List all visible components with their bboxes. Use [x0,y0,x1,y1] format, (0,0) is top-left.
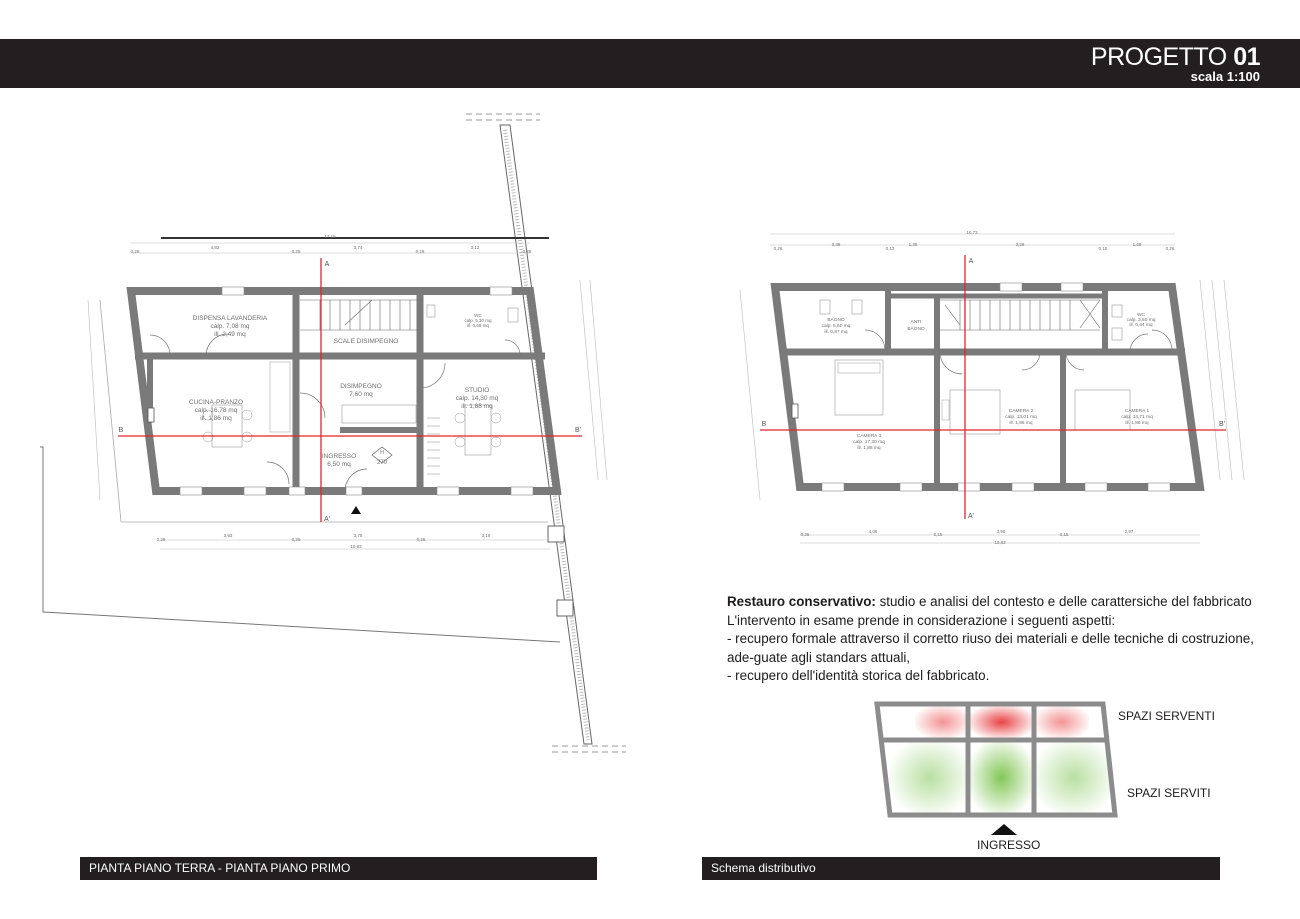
ff-dim-bottom-5: 0,15 [1059,532,1069,537]
gf-dim-total-bottom: 10,83 [350,544,362,549]
ff-dim-top-2: 3,39 [831,242,841,247]
gf-room-7-l1: calp. 5,30 mq [464,318,492,323]
schema-serviti-cell-2 [969,740,1034,815]
gf-dim-top-1: 0,26 [130,249,140,254]
ff-room-3-l1: calp. 3,50 mq [1126,318,1156,323]
ff-dim-bottom-3: 0,15 [933,532,943,537]
ff-room-6-l2: ill. 1,86 mq [1125,421,1149,426]
gf-room-6-l1: calp. 14,30 mq [455,395,499,402]
project-description [727,593,1257,686]
gf-room-4-name: DISIMPEGNO [340,383,382,390]
ff-room-6-name: CAMERA 1 [1124,409,1150,414]
gf-section-b-prime: B' [574,427,582,434]
desc-heading: Restauro conservativo: [727,594,876,609]
ff-dim-total-bottom: 10,83 [994,540,1006,545]
gf-section-a: A [324,261,330,268]
gf-h-mark: H [380,450,384,456]
schema-serventi-cell-2 [969,705,1034,739]
gf-dim-top-6: 3,12 [470,245,480,250]
ff-dim-top-3: 1,35 [908,242,918,247]
ff-room-2-l1: BAGNO [907,327,925,332]
gf-h-value: 270 [376,460,388,466]
gf-dim-bottom-6: 3,16 [481,533,491,538]
schema-label-ingresso: INGRESSO [977,838,1041,852]
ff-dim-top-4: 0,13 [885,246,895,251]
ff-room-4-l2: ill. 1,88 mq [857,446,881,451]
gf-room-2-l2: ill. 1,86 mq [200,415,232,422]
caption-plans: PIANTA PIANO TERRA - PIANTA PIANO PRIMO [80,857,597,880]
ff-room-1-l2: ill. 0,87 mq [824,330,848,335]
project-number: 01 [1233,43,1260,71]
gf-room-1-l2: ill. 2,49 mq [214,331,246,338]
gf-room-6-l2: ill. 1,88 mq [461,403,493,410]
ff-section-a-prime: A' [967,513,975,520]
pillar-2 [557,600,573,616]
ff-dim-top-5: 3,29 [1015,242,1025,247]
schema-label-serventi: SPAZI SERVENTI [1118,709,1215,723]
ff-room-5-l1: calp. 13,01 mq [1005,415,1037,420]
schema-serviti-cell-3 [1034,740,1114,815]
ground-floor-plan [40,114,626,752]
ff-dim-bottom-6: 2,97 [1124,529,1134,534]
desc-line-3: - recupero formale attraverso il corretto riuso dei materiali e delle tecniche di costruzione, ade-guate agli standars attuali, [727,631,1254,665]
gf-room-4-l1: 7,60 mq [349,391,373,398]
ff-section-a: A [968,258,974,265]
project-title-prefix: PROGETTO [1090,43,1234,71]
ff-dim-top-8: 0,26 [1165,246,1175,251]
gf-dim-bottom-4: 3,75 [353,533,363,538]
caption-schema: Schema distributivo [702,857,1220,880]
gf-dim-total-top: 17,15 [324,234,336,239]
gf-room-2-l1: calp. 16,78 mq [194,407,238,414]
gf-section-a-prime: A' [323,516,331,523]
ff-dim-bottom-1: 0,25 [800,532,810,537]
schema-serventi-cell-3 [1034,705,1089,739]
ff-room-6-l1: calp. 14,71 mq [1121,415,1153,420]
gf-room-3-name: SCALE DISIMPEGNO [333,338,399,345]
ff-room-2-name: ANTI [910,320,922,325]
gf-dim-top-2: 4,82 [210,245,220,250]
site-boundary-line [40,447,560,642]
desc-line-2: L'intervento in esame prende in considerazione i seguenti aspetti: [727,612,1116,628]
distribution-schema [877,704,1115,835]
gf-dim-top-7: 0,26 [522,249,532,254]
schema-entrance-triangle [991,824,1017,835]
ff-dim-bottom-2: 4,06 [868,529,878,534]
gf-dim-top-3: 0,25 [291,249,301,254]
gf-dim-top-4: 3,74 [353,245,363,250]
schema-serviti-cell-1 [890,740,970,815]
gf-dim-bottom-2: 3,93 [223,533,233,538]
ff-dim-bottom-4: 3,90 [996,529,1006,534]
ff-room-4-l1: calp. 17,30 mq [853,440,885,445]
ff-dim-total-top: 10,73 [966,230,978,235]
ff-room-3-name: WC [1137,313,1145,318]
gf-room-7-name: WC [474,313,482,318]
schema-serventi-cell-1 [915,705,971,739]
pillar-1 [548,526,564,542]
gf-room-6-name: STUDIO [464,387,490,394]
gf-dim-bottom-1: 0,25 [156,537,166,542]
ff-room-5-l2: ill. 1,86 mq [1009,421,1033,426]
gf-dim-bottom-5: 0,25 [416,537,426,542]
gf-room-2-name: CUCINA-PRANZO [188,399,244,406]
ff-room-1-name: BAGNO [827,318,845,323]
ff-section-b: B [761,421,767,428]
first-floor-plan [740,234,1244,543]
gf-dim-bottom-3: 0,25 [291,537,301,542]
desc-line-4: - recupero dell'identità storica del fabbricato. [727,668,990,683]
gf-room-7-l2: ill. 0,69 mq [467,323,489,328]
gf-room-5-l1: 6,50 mq [327,461,351,468]
gf-room-1-l1: calp. 7,08 mq [210,323,250,330]
desc-heading-rest: studio e analisi del contesto e delle carattersiche del fabbricato [875,594,1252,609]
desc-line-1 [727,593,1257,612]
project-scale: scala 1:100 [1190,69,1260,84]
ff-room-3-l2: ill. 0,44 mq [1129,323,1153,328]
schema-label-serviti: SPAZI SERVITI [1127,786,1211,800]
gf-room-5-name: INGRESSO [321,453,357,460]
gf-section-b: B [118,427,124,434]
ff-dim-top-7: 1,65 [1132,242,1142,247]
ff-section-b-prime: B' [1218,421,1226,428]
first-floor-dims [774,230,1175,545]
gf-room-1-name: DISPENSA LAVANDERIA [192,315,268,322]
gf-dim-top-5: 0,25 [415,249,425,254]
ff-dim-top-1: 0,26 [773,246,783,251]
ground-entrance-triangle [351,506,361,514]
ff-room-1-l1: calp. 5,60 mq [821,324,851,329]
ff-room-5-name: CAMERA 2 [1008,409,1034,414]
ff-dim-top-6: 0,15 [1098,246,1108,251]
ff-room-4-name: CAMERA 3 [856,434,882,439]
